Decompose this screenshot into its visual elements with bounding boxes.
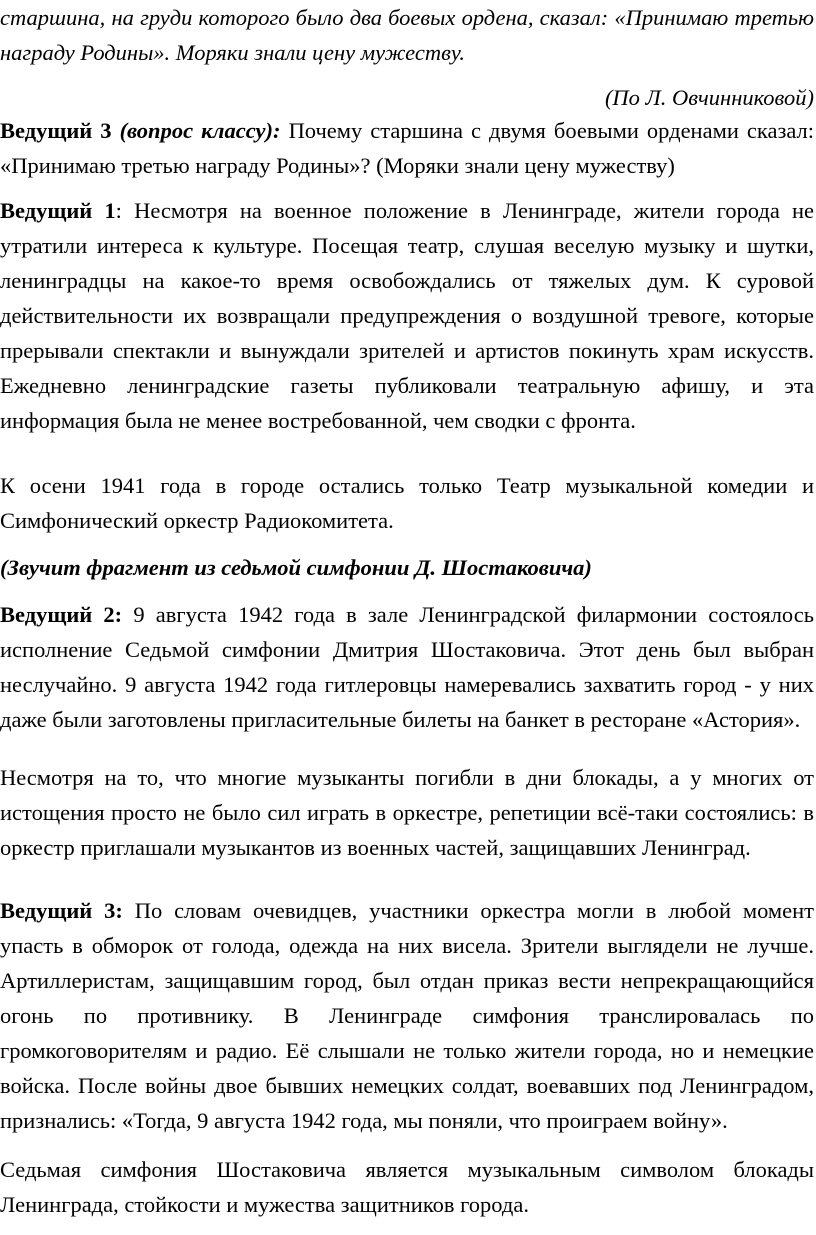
speaker-separator: : (115, 198, 122, 223)
paragraph-text: Седьмая симфония Шостаковича является музыкальным символом блокады Ленинграда, стойкости и мужества защитников города. (0, 1157, 814, 1217)
host3-paragraph (0, 893, 814, 1138)
intro-text: старшина, на груди которого было два боевых ордена, сказал: «Принимаю третью награду Родины». Моряки знали цену мужеству. (0, 5, 814, 65)
host3-question-paragraph (0, 113, 814, 183)
closing-paragraph (0, 1152, 814, 1222)
paragraph-text: По словам очевидцев, участники оркестра могли в любой момент упасть в обморок от голода, одежда на них висела. Зрители выглядели не лучше. Артиллеристам, защищавшим город, был отдан приказ вести непрекращающийся огонь по противнику. В Ленинграде симфония транслировалась по громкоговорителям и радио. Её слышали не только жители города, но и немецкие войска. После войны двое бывших немецких солдат, воевавших под Ленинградом, признались: «Тогда, 9 августа 1942 года, мы поняли, что проиграем войну». (0, 898, 815, 1133)
intro-paragraph (0, 0, 814, 70)
speaker-label: Ведущий 2: (0, 602, 123, 627)
paragraph-text: К осени 1941 года в городе остались только Театр музыкальной комедии и Симфонический оркестр Радиокомитета. (0, 473, 814, 533)
attribution (0, 80, 814, 115)
stage-direction (0, 550, 814, 585)
paragraph-text: Несмотря на то, что многие музыканты погибли в дни блокады, а у многих от истощения просто не было сил играть в оркестре, репетиции всё-таки состоялись: в оркестр приглашали музыкантов из военных частей, защищавших Ленинград. (0, 765, 814, 860)
speaker-label: Ведущий 1 (0, 198, 116, 223)
paragraph-text: Почему старшина с двумя боевыми орденами сказал: «Принимаю третью награду Родины»? (Моряки знали цену мужеству) (0, 118, 814, 178)
paragraph-text: 9 августа 1942 года в зале Ленинградской филармонии состоялось исполнение Седьмой симфонии Дмитрия Шостаковича. Этот день был выбран неслучайно. 9 августа 1942 года гитлеровцы намеревались захватить город - у них даже были заготовлены пригласительные билеты на банкет в ресторане «Астория». (0, 602, 814, 732)
autumn-1941-paragraph (0, 468, 814, 538)
question-tag: (вопрос классу): (119, 118, 281, 143)
musicians-paragraph (0, 760, 814, 865)
speaker-label: Ведущий 3 (0, 118, 112, 143)
paragraph-text: Несмотря на военное положение в Ленинграде, жители города не утратили интереса к культуре. Посещая театр, слушая веселую музыку и шутки, ленинградцы на какое-то время освобождались от тяжелых дум. К суровой действительности их возвращали предупреждения о воздушной тревоге, которые прерывали спектакли и вынуждали зрителей и артистов покинуть храм искусств. Ежедневно ленинградские газеты публиковали театральную афишу, и эта информация была не менее востребованной, чем сводки с фронта. (0, 198, 814, 433)
host2-paragraph (0, 597, 814, 737)
speaker-label: Ведущий 3: (0, 898, 123, 923)
attribution-text: (По Л. Овчинниковой) (604, 85, 814, 110)
host1-paragraph (0, 193, 814, 438)
stage-direction-text: (Звучит фрагмент из седьмой симфонии Д. Шостаковича) (0, 555, 592, 580)
